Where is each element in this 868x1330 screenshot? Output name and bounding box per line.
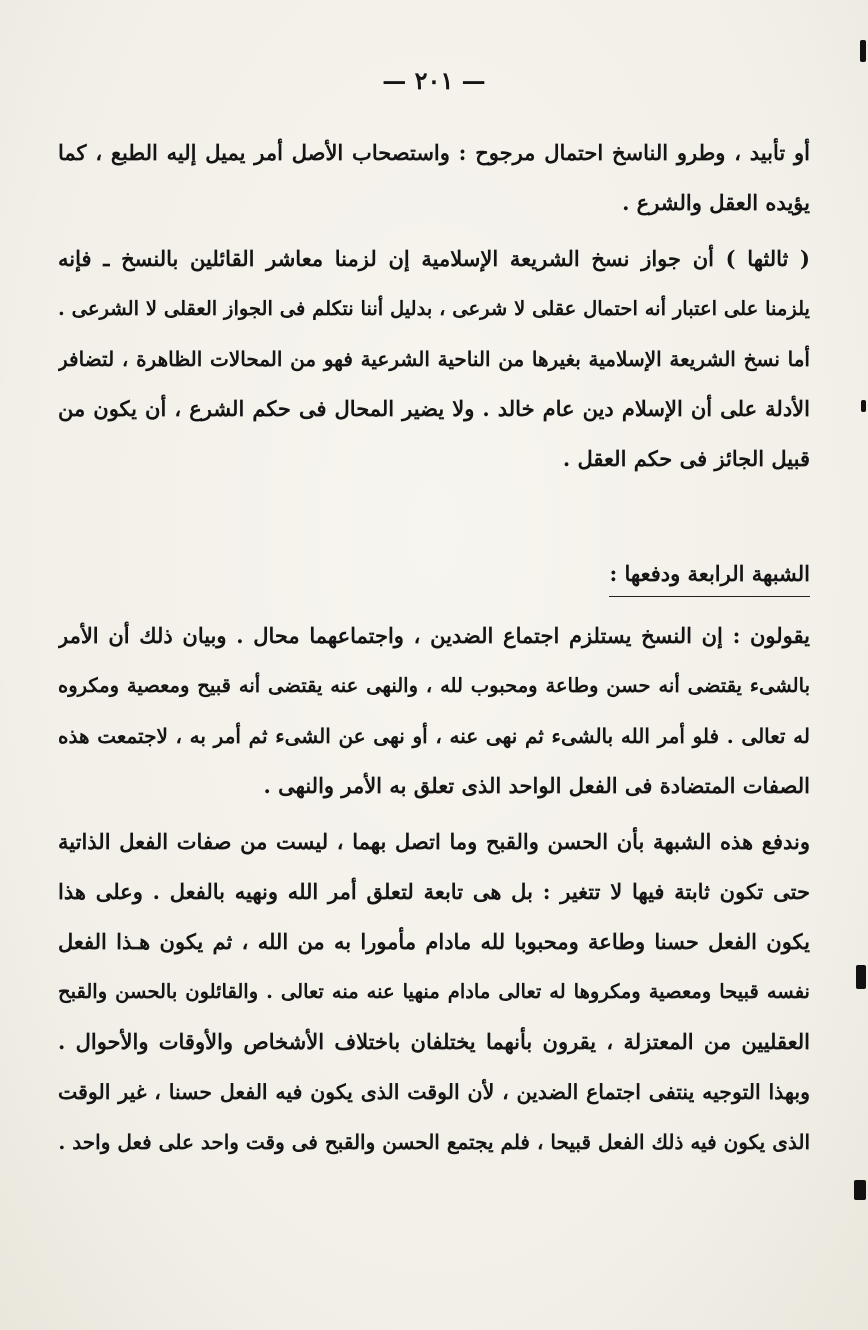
text-line: الأدلة على أن الإسلام دين عام خالد . ولا يضير المحال فى حكم الشرع ، أن يكون من — [58, 396, 810, 421]
text-line: يلزمنا على اعتبار أنه احتمال عقلى لا شرعى ، بدليل أننا نتكلم فى الجواز العقلى لا الشرعى . — [58, 297, 810, 320]
paragraph-4 — [58, 817, 810, 1167]
binding-mark — [861, 400, 866, 412]
paragraph-3 — [58, 611, 810, 811]
text-line: قبيل الجائز فى حكم العقل . — [562, 446, 810, 471]
text-line: العقليين من المعتزلة ، يقرون بأنهما يختلفان باختلاف الأشخاص والأوقات والأحوال . — [58, 1029, 810, 1054]
binding-mark — [856, 965, 866, 989]
text-line: يقولون : إن النسخ يستلزم اجتماع الضدين ، واجتماعهما محال . وبيان ذلك أن الأمر — [58, 623, 810, 648]
paragraph-1 — [58, 128, 810, 228]
text-line: أو تأبيد ، وطرو الناسخ احتمال مرجوح : واستصحاب الأصل أمر يميل إليه الطبع ، كما — [58, 140, 810, 165]
text-line: حتى تكون ثابتة فيها لا تتغير : بل هى تابعة لتعلق أمر الله ونهيه بالفعل . وعلى هذا — [58, 879, 810, 904]
page-body — [58, 128, 810, 1167]
text-line: ( ثالثها ) أن جواز نسخ الشريعة الإسلامية إن لزمنا معاشر القائلين بالنسخ ـ فإنه — [58, 246, 810, 271]
text-line: نفسه قبيحا ومعصية ومكروها له تعالى مادام منهيا عنه منه تعالى . والقائلون بالحسن والقبح — [58, 980, 810, 1003]
binding-mark — [860, 40, 866, 62]
text-line: يؤيده العقل والشرع . — [622, 190, 810, 215]
text-line: يكون الفعل حسنا وطاعة ومحبوبا لله مادام مأمورا به من الله ، ثم يكون هـذا الفعل — [58, 929, 810, 954]
paragraph-2 — [58, 234, 810, 484]
text-line: أما نسخ الشريعة الإسلامية بغيرها من الناحية الشرعية فهو من المحالات الظاهرة ، لتضافر — [58, 347, 810, 371]
text-line: الصفات المتضادة فى الفعل الواحد الذى تعلق به الأمر والنهى . — [263, 773, 810, 798]
page-number: — ٢٠١ — — [382, 66, 486, 95]
text-line: له تعالى . فلو أمر الله بالشىء ثم نهى عنه ، أو نهى عن الشىء ثم أمر به ، لاجتمعت هذه — [58, 724, 810, 748]
text-line: وبهذا التوجيه ينتفى اجتماع الضدين ، لأن الوقت الذى يكون فيه الفعل حسنا ، غير الوقت — [58, 1080, 810, 1104]
binding-mark — [854, 1180, 866, 1200]
text-line: وندفع هذه الشبهة بأن الحسن والقبح وما اتصل بهما ، ليست من صفات الفعل الذاتية — [58, 829, 810, 854]
section-heading: الشبهة الرابعة ودفعها : — [609, 552, 810, 597]
text-line: بالشىء يقتضى أنه حسن وطاعة ومحبوب لله ، والنهى عنه يقتضى أنه قبيح ومعصية ومكروه — [58, 674, 810, 697]
text-line: الذى يكون فيه ذلك الفعل قبيحا ، فلم يجتمع الحسن والقبح فى وقت واحد على فعل واحد . — [58, 1130, 810, 1154]
